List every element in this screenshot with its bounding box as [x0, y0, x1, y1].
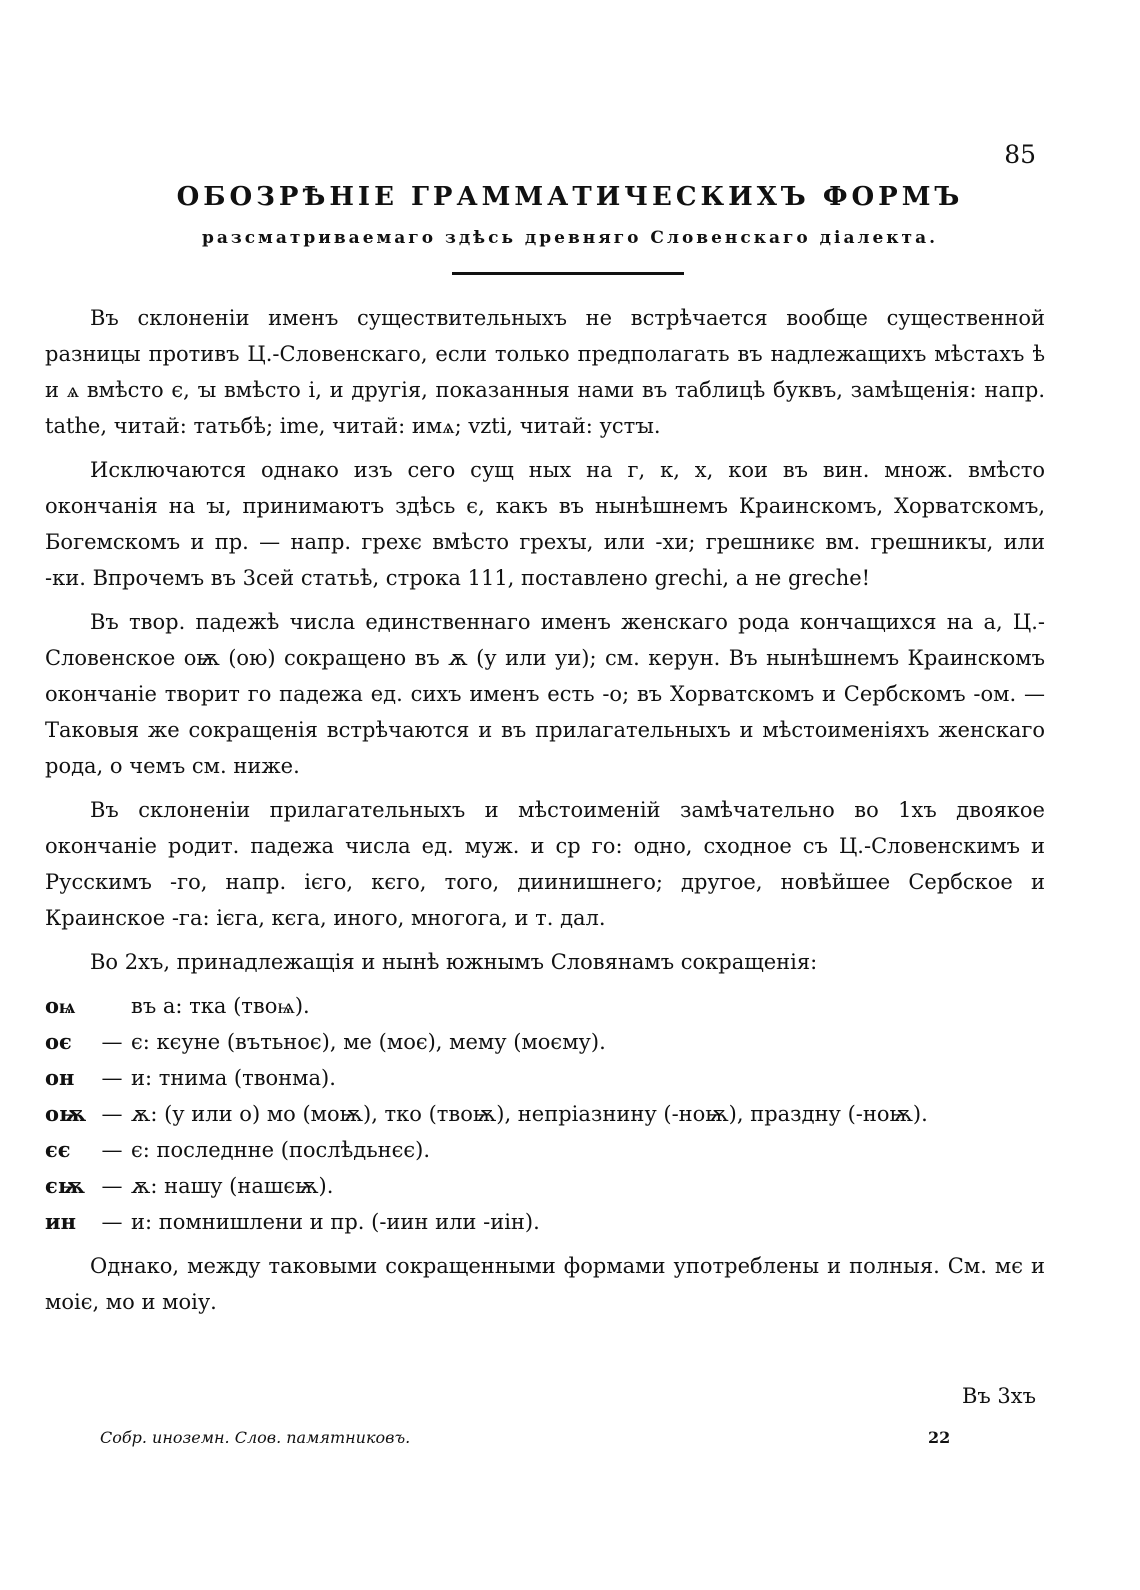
form-example: ѫ: нашу (нашєѭ). — [131, 1174, 334, 1198]
form-ending: оє — [45, 1029, 72, 1054]
form-example: въ а: тка (твоѩ). — [131, 994, 310, 1018]
contraction-list — [45, 988, 1045, 1240]
footer-note: Собр. иноземн. Слов. памятниковъ. — [100, 1428, 411, 1447]
paragraph-contractions-intro: Во 2хъ, принадлежащія и нынѣ южнымъ Словянамъ сокращенія: — [90, 950, 818, 974]
list-item — [45, 988, 1045, 1024]
form-dash: — — [101, 1030, 123, 1054]
list-item — [45, 1132, 1045, 1168]
list-item — [45, 1024, 1045, 1060]
list-item — [45, 1204, 1045, 1240]
form-example: и: тнима (твонма). — [131, 1066, 336, 1090]
paragraph-instrumental: Въ твор. падежѣ числа единственнаго именъ женскаго рода кончащихся на а, Ц.-Словенское оѭ (ою) сокращено въ ѫ (у или уи); см. керун. Въ нынѣшнемъ Краинскомъ окончаніе творит го падежа ед. сихъ именъ есть -о; въ Хорватскомъ и Сербскомъ -ом. — Таковыя же сокращенія встрѣчаются и въ прилагательныхъ и мѣстоименіяхъ женскаго рода, о чемъ см. ниже. — [45, 610, 1045, 778]
title-divider — [452, 272, 684, 275]
list-item — [45, 1060, 1045, 1096]
list-item — [45, 1096, 1045, 1132]
form-ending: оѩ — [45, 993, 76, 1018]
page-subtitle: разсматриваемаго здѣсь древняго Словенскаго діалекта. — [201, 228, 939, 248]
form-example: є: последнне (послѣдьнєє). — [131, 1138, 431, 1162]
form-ending: ин — [45, 1209, 76, 1234]
form-ending: оѭ — [45, 1101, 87, 1126]
page-number: 85 — [1004, 140, 1036, 169]
form-ending: єѭ — [45, 1173, 86, 1198]
form-example: и: помнишлени и пр. (-иин или -иін). — [131, 1210, 540, 1234]
signature-mark: 22 — [928, 1428, 951, 1447]
paragraph-exceptions: Исключаются однако изъ сего сущ ных на г, к, х, кои въ вин. множ. вмѣсто окончанія на ꙑ, принимаютъ здѣсь є, какъ въ нынѣшнемъ Краинскомъ, Хорватскомъ, Богемскомъ и пр. — напр. грехє вмѣсто грехꙑ, или -хи; грешникє вм. грешникꙑ, или -ки. Впрочемъ въ 3сей статьѣ, строка 111, поставлено grechi, а не greche! — [45, 458, 1045, 590]
form-ending: он — [45, 1065, 75, 1090]
form-dash: — — [101, 1138, 123, 1162]
paragraph-adjectives: Въ склоненіи прилагательныхъ и мѣстоименій замѣчательно во 1хъ двоякое окончаніе родит. падежа числа ед. муж. и ср го: одно, сходное съ Ц.-Словенскимъ и Русскимъ -го, напр. ієго, кєго, того, диинишнего; другое, новѣйшее Сербское и Краинское -га: ієга, кєга, иного, многога, и т. дал. — [45, 798, 1045, 930]
form-example: є: кєуне (вътьноє), ме (моє), мему (моєму). — [131, 1030, 606, 1054]
form-ending: єє — [45, 1137, 71, 1162]
form-example: ѫ: (у или о) мо (моѭ), тко (твоѭ), непріазнину (-ноѭ), праздну (-ноѭ). — [131, 1102, 928, 1126]
catchword: Въ 3хъ — [961, 1384, 1036, 1408]
body-text — [45, 300, 1045, 1328]
paragraph-nouns: Въ склоненіи именъ существительныхъ не встрѣчается вообще существенной разницы противъ Ц.-Словенскаго, если только предполагать въ надлежащихъ мѣстахъ ѣ и ѧ вмѣсто є, ꙑ вмѣсто і, и другія, показанныя нами въ таблицѣ буквъ, замѣщенія: напр. tathe, читай: татьбѣ; ime, читай: имѧ; vzti, читай: устꙑ. — [45, 306, 1045, 438]
list-item — [45, 1168, 1045, 1204]
form-dash: — — [101, 1210, 123, 1234]
paragraph-closing: Однако, между таковыми сокращенными формами употреблены и полныя. См. мє и моіє, мо и моіу. — [45, 1254, 1045, 1314]
form-dash: — — [101, 1174, 123, 1198]
form-dash: — — [101, 1102, 123, 1126]
page-title: ОБОЗРѢНІЕ ГРАММАТИЧЕСКИХЪ ФОРМЪ — [176, 182, 964, 212]
form-dash: — — [101, 1066, 123, 1090]
